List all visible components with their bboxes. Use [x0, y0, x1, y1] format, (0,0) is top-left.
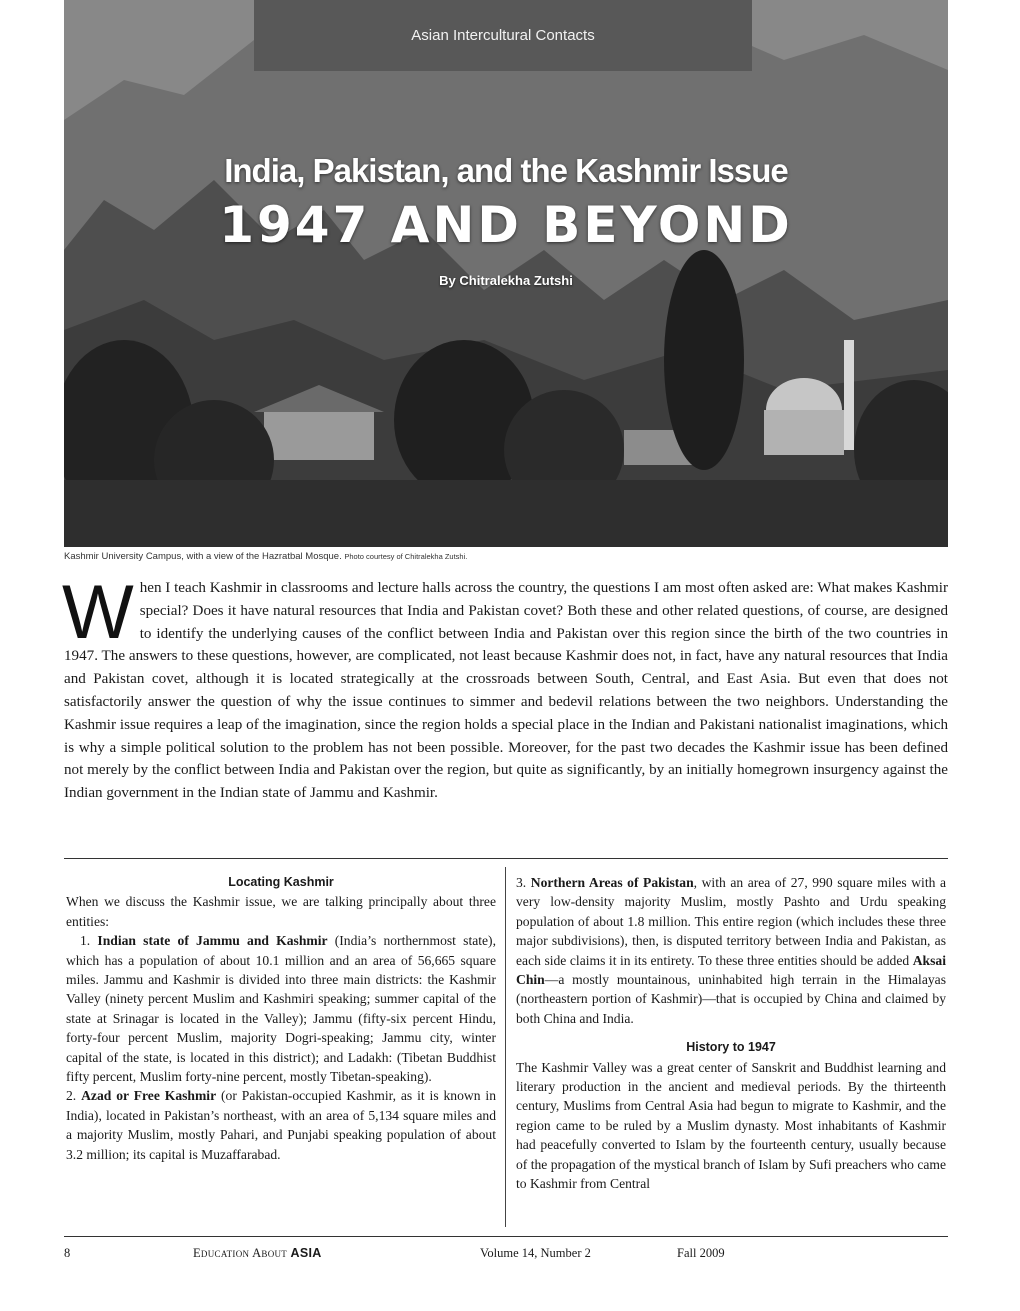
minaret	[844, 340, 854, 450]
caption-credit: Photo courtesy of Chitralekha Zutshi.	[344, 552, 468, 561]
journal-name	[193, 1246, 322, 1261]
history-section	[516, 1038, 946, 1193]
issue-season: Fall 2009	[677, 1246, 725, 1260]
section-label: Asian Intercultural Contacts	[411, 27, 595, 44]
aksai-chin-name: Aksai Chin	[516, 952, 946, 988]
photo-caption	[64, 551, 467, 562]
entity-number-3: 3.	[516, 875, 527, 890]
entity-item-1	[66, 931, 496, 1086]
lawn	[64, 480, 948, 547]
journal-prefix: Education About	[193, 1246, 288, 1260]
section-banner	[254, 0, 752, 71]
byline: By Chitralekha Zutshi	[439, 273, 573, 288]
caption-text: Kashmir University Campus, with a view of the Hazratbal Mosque.	[64, 551, 342, 562]
intro-paragraph	[62, 570, 948, 805]
hero-photo	[64, 0, 948, 547]
intro-text: hen I teach Kashmir in classrooms and lecture halls across the country, the questions I am most often asked are: What makes Kashmir special? Does it have natural resources that India and Pakistan covet? Both these and other related questions, of course, are designed to identify the underlying causes of the conflict between India and Pakistan over this region since the birth of the two countries in 1947. The answers to these questions, however, are complicated, not least because Kashmir does not, in fact, have any natural resources that India and Pakistan covet, although it is located strategically at the crossroads between South, Central, and East Asia. But even that does not satisfactorily answer the question of why the issue continues to simmer and bedevil relations between the two neighbors. Understanding the Kashmir issue requires a leap of the imagination, since the region holds a special place in the Indian and Pakistani nationalist imaginations, which is why a simple political solution to the problem has not been possible. Moreover, for the past two decades the Kashmir issue has been defined not merely by the conflict between India and Pakistan over the region, but quite as significantly, by an initially homegrown insurgency against the Indian government in the Indian state of Jammu and Kashmir.	[64, 580, 948, 802]
page-number: 8	[64, 1246, 71, 1260]
campus-building	[264, 410, 374, 460]
column-divider	[505, 867, 506, 1227]
journal-suffix: ASIA	[290, 1246, 322, 1260]
entity-text-2: (or Pakistan-occupied Kashmir, as it is known in India), located in Pakistan’s northeast, with an area of 5,134 square miles and a majority Muslim, mostly Pahari, and Punjabi speaking population of about 3.2 million; its capital is Muzaffarabad.	[66, 1088, 496, 1162]
locating-lead: When we discuss the Kashmir issue, we are talking principally about three entities:	[66, 894, 496, 929]
section-divider	[64, 858, 948, 859]
article-title: India, Pakistan, and the Kashmir Issue	[224, 152, 788, 189]
article-subtitle: 1947 AND BEYOND	[219, 196, 793, 254]
heading-history: History to 1947	[686, 1040, 776, 1055]
history-text: The Kashmir Valley was a great center of Sanskrit and Buddhist learning and literary production in the ancient and medieval periods. By the thirteenth century, Muslims from Central Asia had begun to migrate to Kashmir, and the region came to be ruled by a Muslim dynasty. Most inhabitants of Kashmir had peacefully converted to Islam by the fourteenth century, usually because of the propagation of the mystical branch of Islam by Sufi preachers who came to Kashmir from Central	[516, 1059, 946, 1192]
entity-text-3: , with an area of 27, 990 square miles with a very low-density majority Muslim, mostly Pashto and Urdu speaking population of about 1.8 million. This entire region (which includes these three major subdivisions), then, is disputed territory between India and Pakistan, as each side claims it in its entirety. To these three entities should be added	[516, 875, 946, 968]
drop-cap: W	[62, 570, 134, 655]
footer-rule	[64, 1236, 948, 1237]
entity-name-2: Azad or Free Kashmir	[81, 1088, 217, 1104]
entity-number-2: 2.	[66, 1088, 77, 1104]
entity-number-1: 1.	[80, 933, 91, 949]
entity-text-1: (India’s northernmost state), which has a population of about 10.1 million and an area of 56,665 square miles. Jammu and Kashmir is divided into three main districts: the Kashmir Valley (ninety percent Muslim and Kashmiri speaking; summer capital of the state at Srinagar is located in the Valley); Jammu (fifty-six percent Hindu, forty-four percent Muslim, majority Dogri-speaking; Jammu city, winter capital of the state, is located in this district); and Ladakh: (Tibetan Buddhist fifty percent, Muslim forty-nine percent, mostly Tibetan-speaking).	[66, 933, 496, 1085]
heading-locating-kashmir: Locating Kashmir	[228, 875, 334, 889]
volume-issue: Volume 14, Number 2	[480, 1246, 591, 1260]
entity-item-2	[66, 1086, 496, 1164]
entity-name-3: Northern Areas of Pakistan	[530, 875, 694, 890]
column-left	[66, 873, 496, 1164]
aksai-chin-text: —a mostly mountainous, uninhabited high terrain in the Himalayas (northeastern portion of Kashmir)—that is occupied by China and claimed by both China and India.	[516, 972, 946, 1026]
entity-name-1: Indian state of Jammu and Kashmir	[97, 933, 328, 949]
column-right	[516, 873, 946, 1194]
entity-item-3	[516, 873, 946, 1028]
